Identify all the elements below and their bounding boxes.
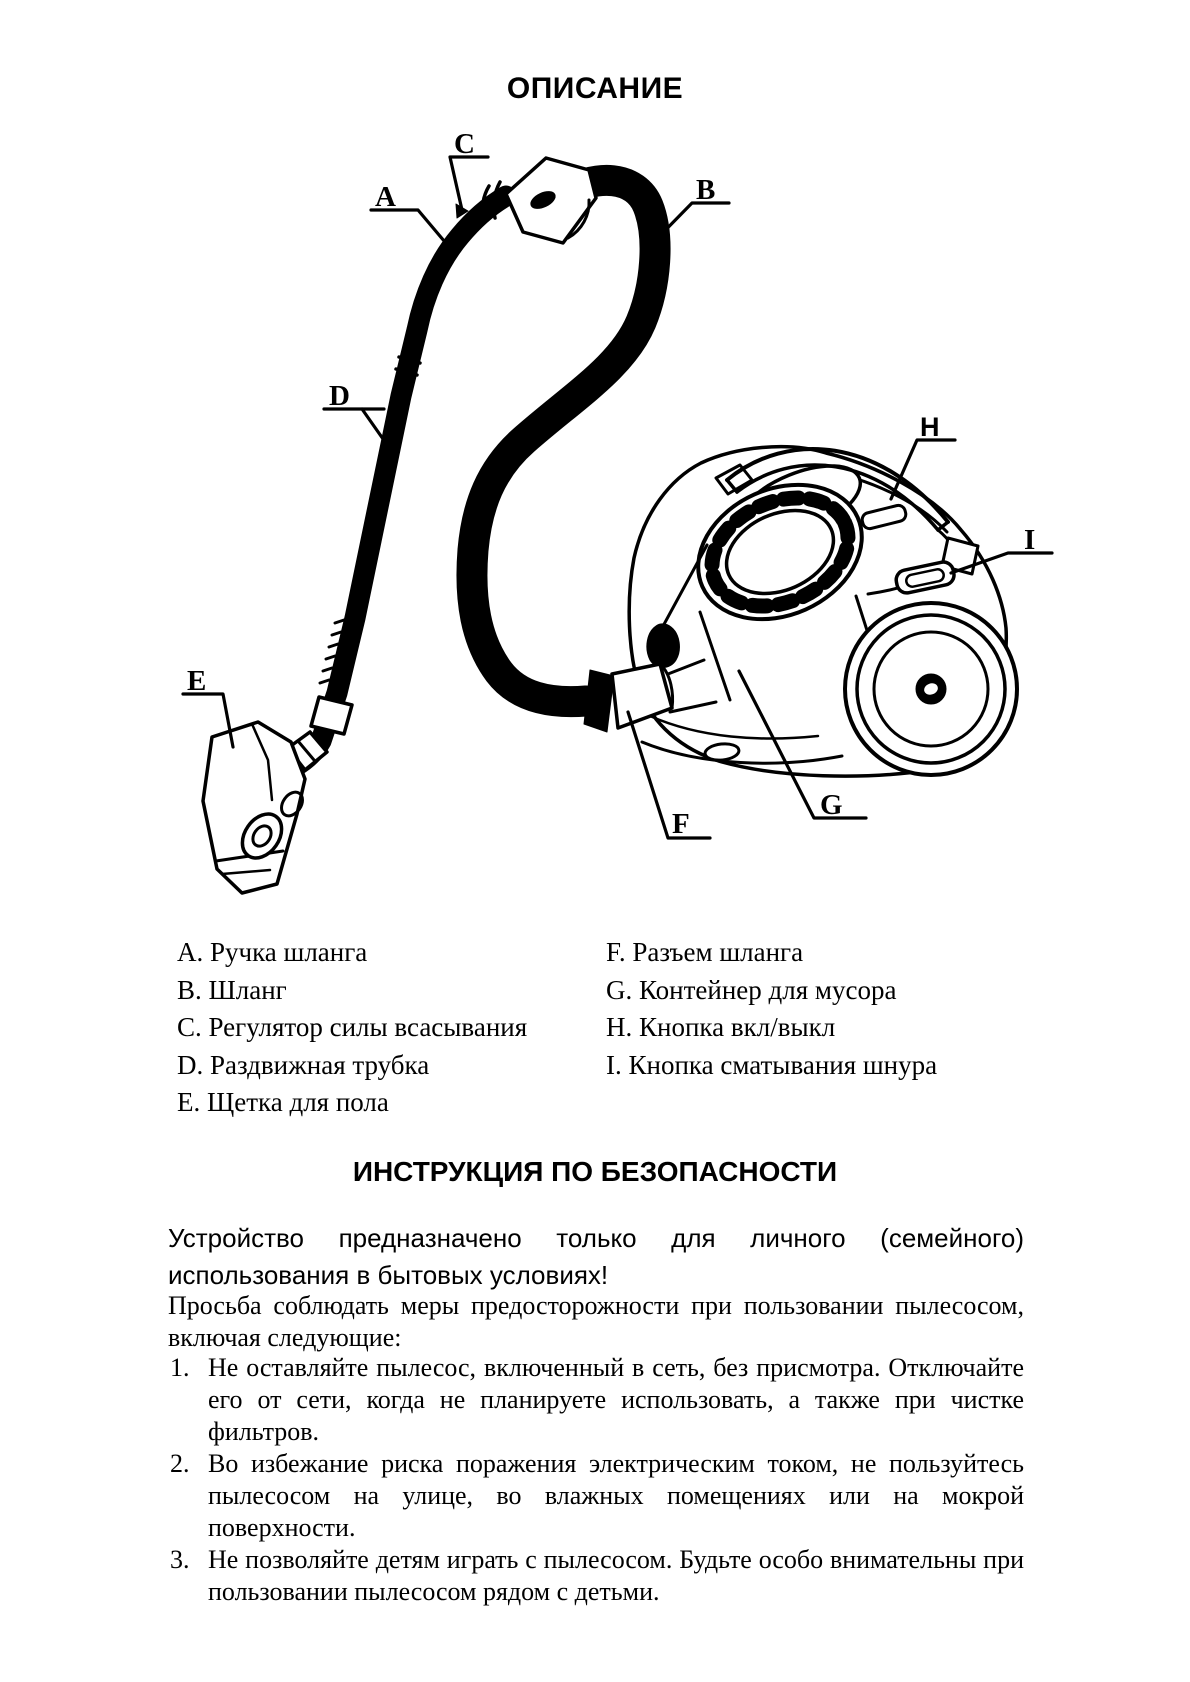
safety-item bbox=[168, 1448, 1024, 1544]
rear-wheel bbox=[845, 603, 1017, 775]
label-g-letter: G bbox=[820, 789, 843, 821]
safety-heading: ИНСТРУКЦИЯ ПО БЕЗОПАСНОСТИ bbox=[352, 1156, 838, 1187]
item-number: 2. bbox=[170, 1449, 190, 1478]
part-item: E. Щетка для пола bbox=[177, 1087, 389, 1117]
item-number: 3. bbox=[170, 1545, 190, 1574]
vacuum-diagram bbox=[150, 110, 1060, 920]
part-item: B. Шланг bbox=[177, 974, 287, 1005]
parts-list-right bbox=[606, 934, 937, 1084]
hose bbox=[472, 180, 655, 701]
label-f-letter: F bbox=[672, 808, 690, 840]
part-item: F. Разъем шланга bbox=[606, 937, 804, 967]
safety-list bbox=[168, 1352, 1024, 1608]
page-title: ОПИСАНИЕ bbox=[506, 72, 684, 105]
label-a bbox=[371, 181, 450, 248]
part-item: D. Раздвижная трубка bbox=[177, 1049, 430, 1080]
suction-regulator bbox=[506, 158, 596, 243]
container-latch bbox=[647, 624, 680, 668]
telescopic-tube bbox=[296, 182, 506, 766]
label-h-letter: H bbox=[920, 412, 940, 442]
part-item: A. Ручка шланга bbox=[177, 937, 368, 967]
floor-brush bbox=[203, 722, 327, 893]
item-number: 1. bbox=[170, 1353, 190, 1382]
part-item: H. Кнопка вкл/выкл bbox=[606, 1012, 836, 1042]
safety-item bbox=[168, 1544, 1024, 1608]
part-item: I. Кнопка сматывания шнура bbox=[606, 1049, 938, 1080]
item-text: Не позволяйте детям играть с пылесосом. Будьте особо внимательны при пользовании пылесосом рядом с детьми. bbox=[208, 1545, 1024, 1606]
part-item: G. Контейнер для мусора bbox=[606, 974, 897, 1005]
parts-list-left bbox=[177, 934, 527, 1122]
label-i-letter: I bbox=[1024, 524, 1036, 556]
item-text: Во избежание риска поражения электрическим током, не пользуйтесь пылесосом на улице, во влажных помещениях или на мокрой поверхности. bbox=[208, 1449, 1024, 1542]
part-item: C. Регулятор силы всасывания bbox=[177, 1012, 528, 1042]
label-c-letter: C bbox=[454, 128, 475, 160]
precautions-intro: Просьба соблюдать меры предосторожности при пользовании пылесосом, включая следующие: bbox=[168, 1291, 1024, 1352]
label-e-letter: E bbox=[187, 665, 207, 697]
item-text: Не оставляйте пылесос, включенный в сеть, без присмотра. Отключайте его от сети, когда не планируете использовать, а также при чистке фильтров. bbox=[208, 1353, 1024, 1446]
safety-item bbox=[168, 1352, 1024, 1448]
label-a-letter: A bbox=[375, 181, 396, 213]
usage-note: Устройство предназначено только для личного (семейного) использования в бытовых условиях! bbox=[168, 1223, 1024, 1290]
label-d-letter: D bbox=[329, 380, 350, 412]
label-b-letter: B bbox=[696, 174, 716, 206]
